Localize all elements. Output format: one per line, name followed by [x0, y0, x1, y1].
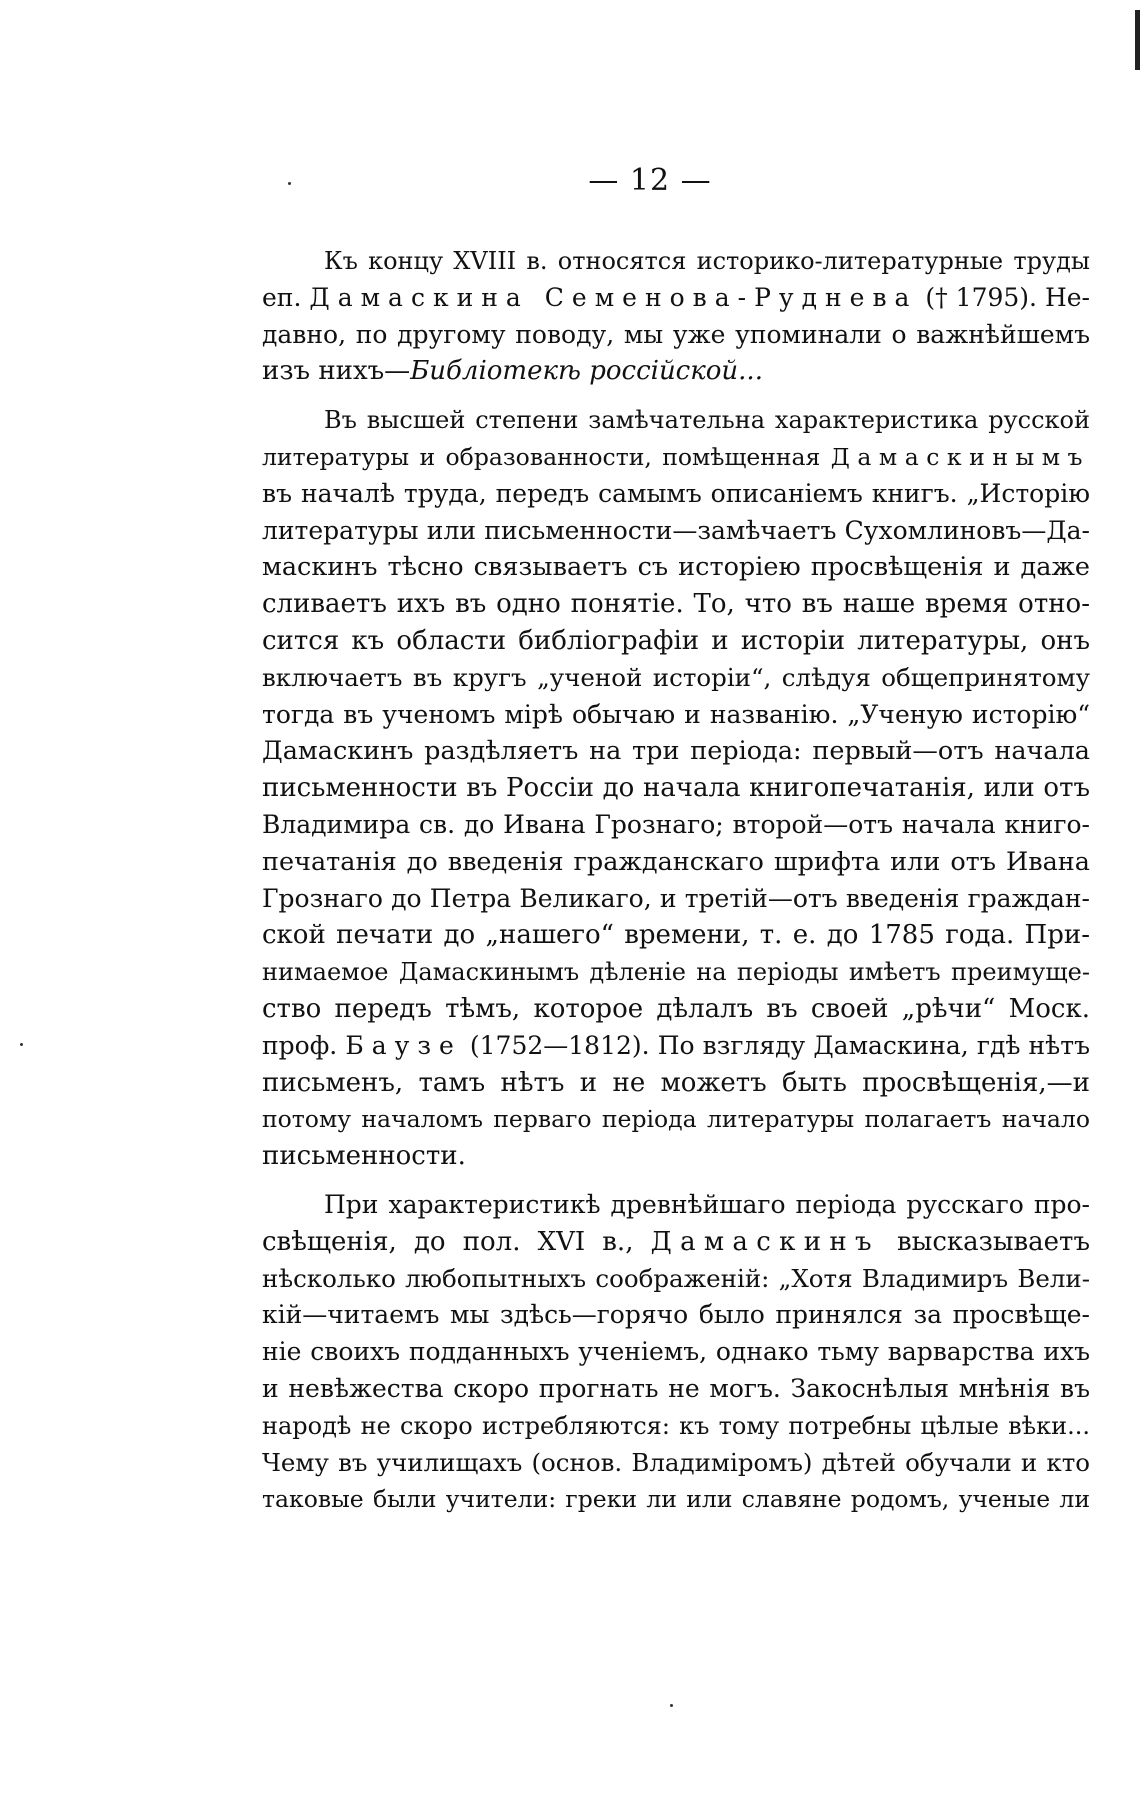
- text-run: ніе своихъ подданныхъ ученіемъ, однако тьму варварства ихъ: [262, 1337, 1090, 1367]
- text-line: [262, 954, 1090, 991]
- text-run: маскинъ тѣсно связываетъ съ исторіею просвѣщенія и даже: [262, 552, 1090, 583]
- text-line: [262, 1138, 1090, 1175]
- text-run: письменъ, тамъ нѣтъ и не можетъ быть просвѣщенія,—и: [262, 1067, 1090, 1098]
- text-line: [262, 917, 1090, 954]
- text-line: [262, 697, 1090, 734]
- text-line: [262, 1187, 1090, 1224]
- text-line: [262, 549, 1090, 586]
- text-run: свѣщенія, до пол. XVI в.,: [262, 1226, 651, 1257]
- text-line: [262, 513, 1090, 550]
- italic-book-title: Библіотекѣ россійской...: [410, 356, 763, 387]
- text-line: [262, 1065, 1090, 1102]
- text-line: [262, 770, 1090, 807]
- paragraph-gap: [262, 1175, 1090, 1187]
- text-run: нимаемое Дамаскинымъ дѣленіе на періоды имѣетъ преимуще-: [262, 958, 1090, 987]
- text-line: [262, 402, 1090, 439]
- text-run: въ началѣ труда, передъ самымъ описаніемъ книгъ. „Исторію: [262, 478, 1090, 508]
- paragraph: [262, 402, 1090, 1175]
- text-line: [262, 844, 1090, 881]
- text-run: кій—читаемъ мы здѣсь—горячо было принялся за просвѣще-: [262, 1300, 1090, 1330]
- text-run: Владимира св. до Ивана Грознаго; второй—отъ начала книго-: [262, 809, 1090, 839]
- page-number: — 12 —: [588, 163, 712, 198]
- scan-page-edge: [1135, 10, 1140, 70]
- text-run: печатанія до введенія гражданскаго шрифта или отъ Ивана: [262, 846, 1090, 877]
- text-run: Грознаго до Петра Великаго, и третій—отъ введенія граждан-: [262, 883, 1090, 913]
- paragraph-gap: [262, 390, 1090, 402]
- text-line: [262, 807, 1090, 844]
- scan-speck: [20, 1043, 23, 1046]
- text-run: еп.: [262, 282, 310, 312]
- text-line: [262, 1028, 1090, 1065]
- text-run: († 1795). Не-: [917, 282, 1090, 312]
- text-line: [262, 733, 1090, 770]
- text-line: [262, 623, 1090, 660]
- text-run: Въ высшей степени замѣчательна характеристика русской: [324, 406, 1090, 435]
- text-run: и невѣжества скоро прогнать не могъ. Закоснѣлыя мнѣнія въ: [262, 1373, 1090, 1403]
- text-run: Дамаскинъ раздѣляетъ на три періода: первый—отъ начала: [262, 736, 1090, 767]
- text-line: [262, 586, 1090, 623]
- text-run: проф.: [262, 1030, 346, 1060]
- body-text: [262, 243, 1090, 1518]
- text-run: письменности.: [262, 1141, 466, 1172]
- text-run: тогда въ ученомъ мірѣ обычаю и названію. „Ученую исторію“: [262, 699, 1090, 729]
- text-run: народѣ не скоро истребляются: къ тому потребны цѣлые вѣки...: [262, 1411, 1090, 1440]
- text-run: письменности въ Россіи до начала книгопечатанія, или отъ: [262, 773, 1090, 804]
- text-line: [262, 1371, 1090, 1408]
- text-run: нѣсколько любопытныхъ соображеній: „Хотя Владимиръ Вели-: [262, 1263, 1090, 1293]
- spaced-author-name: Дамаскинымъ: [830, 442, 1090, 471]
- text-run: изъ нихъ—: [262, 356, 411, 387]
- text-run: давно, по другому поводу, мы уже упоминали о важнѣйшемъ: [262, 319, 1090, 349]
- text-run: сится къ области библіографіи и исторіи литературы, онъ: [262, 625, 1090, 656]
- text-line: [262, 476, 1090, 513]
- paragraph: [262, 243, 1090, 390]
- text-line: [262, 1445, 1090, 1482]
- text-line: [262, 660, 1090, 697]
- text-run: таковые были учители: греки ли или славяне родомъ, ученые ли: [262, 1485, 1090, 1514]
- text-line: [262, 317, 1090, 354]
- text-run: сливаетъ ихъ въ одно понятіе. То, что въ наше время отно-: [262, 589, 1090, 620]
- text-run: высказываетъ: [879, 1226, 1090, 1257]
- text-line: [262, 1481, 1090, 1518]
- text-line: [262, 280, 1090, 317]
- text-run: потому началомъ перваго періода литературы полагаетъ начало: [262, 1105, 1090, 1134]
- text-line: [262, 1297, 1090, 1334]
- text-run: ство передъ тѣмъ, которое дѣлалъ въ своей „рѣчи“ Моск.: [262, 993, 1090, 1024]
- text-line: [262, 243, 1090, 280]
- paragraph: [262, 1187, 1090, 1518]
- text-run: включаетъ въ кругъ „ученой исторіи“, слѣдуя общепринятому: [262, 662, 1090, 692]
- text-line: [262, 1334, 1090, 1371]
- spaced-author-name: Дамаскина Семенова-Руднева: [309, 282, 918, 312]
- text-run: Къ концу XVIII в. относятся историко-литературные труды: [324, 247, 1090, 275]
- text-run: При характеристикѣ древнѣйшаго періода русскаго про-: [324, 1189, 1090, 1219]
- text-line: [262, 1408, 1090, 1445]
- text-run: ской печати до „нашего“ времени, т. е. до 1785 года. При-: [262, 920, 1090, 951]
- text-line: [262, 991, 1090, 1028]
- text-line: [262, 1101, 1090, 1138]
- scan-speck: [670, 1704, 673, 1707]
- text-line: [262, 881, 1090, 918]
- text-line: [262, 439, 1090, 476]
- text-run: Чему въ училищахъ (основ. Владиміромъ) дѣтей обучали и кто: [262, 1447, 1090, 1477]
- text-run: литературы и образованности, помѣщенная: [262, 442, 831, 471]
- text-line: [262, 1261, 1090, 1298]
- text-line: [262, 353, 1090, 390]
- spaced-author-name: Дамаскинъ: [650, 1226, 880, 1257]
- spaced-author-name: Баузе: [345, 1030, 462, 1060]
- text-run: (1752—1812). По взгляду Дамаскина, гдѣ нѣтъ: [461, 1030, 1090, 1060]
- text-line: [262, 1224, 1090, 1261]
- text-run: литературы или письменности—замѣчаетъ Сухомлиновъ—Да-: [262, 515, 1090, 545]
